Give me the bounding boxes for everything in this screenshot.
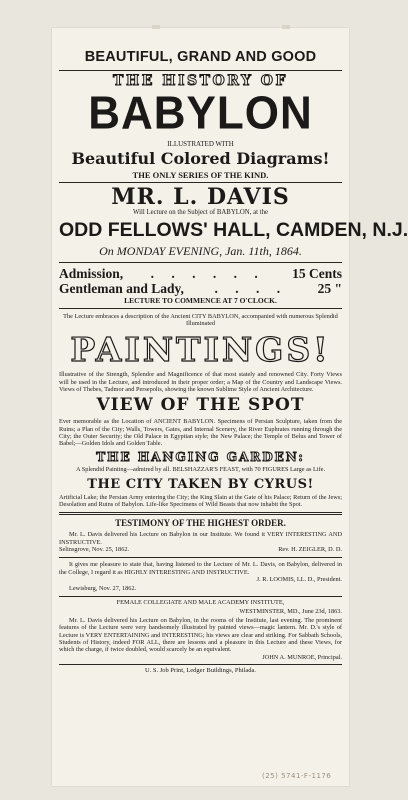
admission-row <box>59 266 342 281</box>
lecture-embraces: The Lecture embraces a description of the Ancient CITY BABYLON, accompanied with numerous Splendid Illuminated <box>63 312 338 328</box>
testimonial-1-text: Mr. L. Davis delivered his Lecture on Babylon in our Institute. We found it VERY INTERESTING AND INSTRUCTIVE. <box>59 531 342 546</box>
divider <box>59 70 342 71</box>
testimonial-3-place: WESTMINSTER, MD., June 23d, 1863. <box>239 607 342 615</box>
illustrated-with: ILLUSTRATED WITH <box>167 139 234 148</box>
testimonial-3-signature: JOHN A. MUNROE, Principal. <box>262 653 342 661</box>
testimony-heading: TESTIMONY OF THE HIGHEST ORDER. <box>115 518 286 529</box>
hanging-garden-heading: THE HANGING GARDEN: <box>96 450 305 465</box>
diagrams-heading: Beautiful Colored Diagrams! <box>71 148 330 168</box>
pin-mark <box>282 25 290 29</box>
couple-price: 25 " <box>317 281 342 297</box>
printer-imprint: U. S. Job Print, Ledger Buildings, Philada. <box>144 666 257 674</box>
testimonial-3-signature-row <box>59 654 342 661</box>
testimonial-3-text: Mr. L. Davis delivered his Lecture on Babylon, in the rooms of the Institute, last evening. The prominent features of the Lecture were very handsomely illustrated by painted views—magic lantern. Mr. D.'s style of Lecture is VERY ENTERTAINING and INTERESTING; his views are clear and striking. For Sabbath Schools, Students of History, indeed FOR ALL, there are lessons and a pleasure in this Lecture and these Views, for which the charge, if twice doubled, would scarcely be an equivalent. <box>59 617 342 654</box>
testimonial-1-signature: Rev. H. ZEIGLER, D. D. <box>278 545 342 553</box>
headline: BEAUTIFUL, GRAND AND GOOD <box>84 49 317 65</box>
couple-label: Gentleman and Lady, <box>59 281 184 297</box>
testimonial-2-place: Lewisburg, Nov. 27, 1862. <box>69 585 137 593</box>
event-date: On MONDAY EVENING, Jan. 11th, 1864. <box>99 244 302 259</box>
divider <box>59 557 342 558</box>
venue: ODD FELLOWS' HALL, CAMDEN, N.J. <box>59 218 408 241</box>
will-lecture: Will Lecture on the Subject of BABYLON, at the <box>132 209 269 216</box>
only-series: THE ONLY SERIES OF THE KIND. <box>132 169 269 180</box>
testimonial-2-signature-row <box>59 576 342 583</box>
testimonial-1-footer <box>59 546 342 553</box>
speaker-name: MR. L. DAVIS <box>111 184 290 210</box>
babylon-title: BABYLON <box>88 87 313 139</box>
history-of-heading: THE HISTORY OF <box>113 72 288 89</box>
commence-time: LECTURE TO COMMENCE AT 7 O'CLOCK. <box>124 296 277 306</box>
paintings-heading: PAINTINGS! <box>70 330 331 370</box>
view-of-spot-heading: VIEW OF THE SPOT <box>96 395 305 416</box>
divider <box>59 262 342 263</box>
admission-dots: . . . . . . <box>150 266 265 282</box>
testimonial-3-institution: FEMALE COLLEGIATE AND MALE ACADEMY INSTITUTE, <box>116 599 285 607</box>
testimonial-2-text: It gives me pleasure to state that, having listened to the Lecture of Mr. L. Davis, on Babylon, delivered in the College, I regard it as HIGHLY INTERESTING AND INSTRUCTIVE. <box>59 561 342 576</box>
divider <box>59 512 342 515</box>
pin-mark <box>152 25 160 29</box>
cyrus-description: Artificial Lake; the Persian Army entering the City; the King Slain at the Gate of his Palace; Return of the Jews; Desolation and Ruins of Babylon. Life-like Specimens of Wild Beasts that now inhabit the Spot. <box>59 493 342 509</box>
spot-description: Ever memorable as the Location of ANCIENT BABYLON. Specimens of Persian Sculpture, taken from the Ruins; a Plan of the City; Walls, Towers, Gates, and Internal Scenery, the River Euphrates running through the City; the Outer Security; the Old Palace in Egyptian style; the New Palace; the Temple of Belus and Tower of Babel;—Golden Idols and Golden Table. <box>59 418 342 448</box>
admission-label: Admission, <box>59 266 124 282</box>
broadside-sheet <box>52 28 408 786</box>
poster-content <box>59 49 408 674</box>
city-taken-heading: THE CITY TAKEN BY CYRUS! <box>87 476 314 492</box>
couple-dots: . . . . <box>214 281 288 297</box>
divider <box>59 182 342 183</box>
couple-price-row <box>59 281 342 296</box>
divider <box>59 308 342 309</box>
paintings-description: Illustrative of the Strength, Splendor and Magnificence of that most stately and renowned City. Forty Views will be used in the Lecture, and introduced in their proper order; a Map of the Country and Landscape Views. Views of Thebes, Tadmor and Persepolis, showing the known Sublime Style of Ancient Architecture. <box>59 371 342 393</box>
testimonial-1-place: Selinsgrove, Nov. 25, 1862. <box>59 545 130 553</box>
divider <box>59 596 342 597</box>
garden-description: A Splendid Painting—admired by all. BELSHAZZAR'S FEAST, with 70 FIGURES Large as Life. <box>75 466 326 474</box>
admission-price: 15 Cents <box>292 266 342 282</box>
testimonial-2-signature: J. R. LOOMIS, LL. D., President. <box>256 575 342 583</box>
divider <box>59 664 342 665</box>
catalog-number: (25) 5741-F-1176 <box>262 772 332 780</box>
